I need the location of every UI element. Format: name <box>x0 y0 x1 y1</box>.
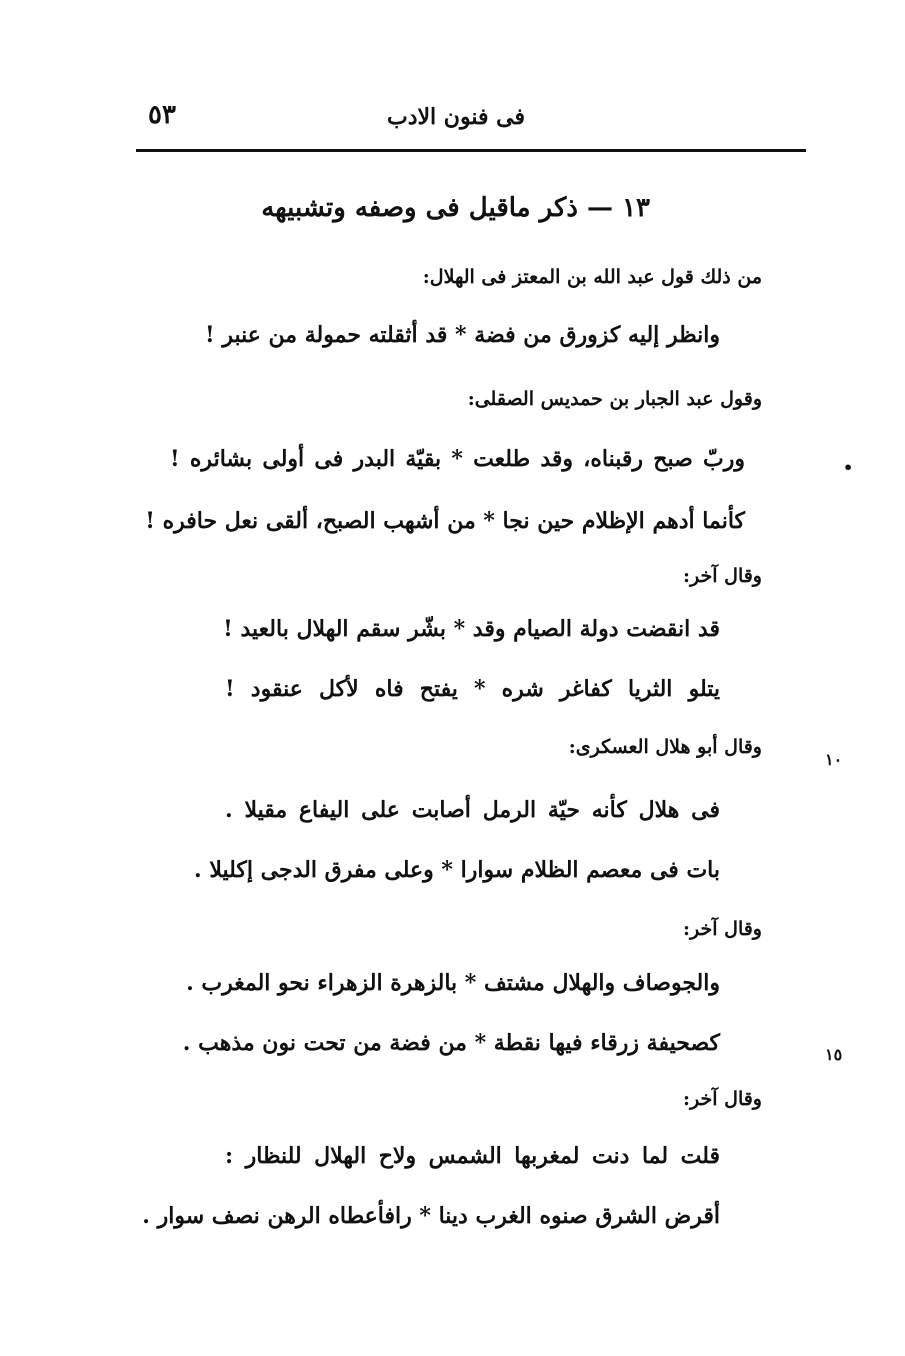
verse-line: فى هلال كأنه حيّة الرمل أصابت على اليفاع مقيلا . <box>225 797 720 823</box>
attribution-line: وقال آخر: <box>683 565 762 587</box>
margin-marker: • <box>843 458 854 477</box>
verse-line: أقرض الشرق صنوه الغرب دينا * رافأعطاه الرهن نصف سوار . <box>142 1203 720 1229</box>
verse-line: قد انقضت دولة الصيام وقد * بشّر سقم الهلال بالعيد ! <box>223 616 720 642</box>
verse-line: بات فى معصم الظلام سوارا * وعلى مفرق الدجى إكليلا . <box>194 857 720 883</box>
attribution-line: وقال أبو هلال العسكرى: <box>568 736 762 758</box>
verse-line: والجوصاف والهلال مشتف * بالزهرة الزهراء نحو المغرب . <box>186 970 720 996</box>
verse-line: يتلو الثريا كفاغر شره * يفتح فاه لأكل عنقود ! <box>225 676 720 702</box>
verse-line: قلت لما دنت لمغربها الشمس ولاح الهلال للنظار : <box>225 1143 720 1169</box>
verse-line: وربّ صبح رقبناه، وقد طلعت * بقيّة البدر فى أولى بشائره ! <box>170 446 745 472</box>
verse-line: كأنما أدهم الإظلام حين نجا * من أشهب الصبح، ألقى نعل حافره ! <box>145 508 745 534</box>
intro-paragraph: من ذلك قول عبد الله بن المعتز فى الهلال: <box>422 266 762 288</box>
attribution-line: وقول عبد الجبار بن حمديس الصقلى: <box>467 388 762 410</box>
verse-line: وانظر إليه كزورق من فضة * قد أثقلته حمولة من عنبر ! <box>205 322 720 348</box>
attribution-line: وقال آخر: <box>683 918 762 940</box>
line-number-15: ١٥ <box>825 1045 843 1064</box>
line-number-10: ١٠ <box>825 750 843 769</box>
section-heading: ١٣ — ذكر ماقيل فى وصفه وتشبيهه <box>261 193 650 223</box>
running-header-title: فى فنون الادب <box>386 104 525 130</box>
verse-line: كصحيفة زرقاء فيها نقطة * من فضة من تحت نون مذهب . <box>182 1030 720 1056</box>
header-rule <box>136 149 806 152</box>
attribution-line: وقال آخر: <box>683 1088 762 1110</box>
page-number: ٥٣ <box>148 100 176 130</box>
